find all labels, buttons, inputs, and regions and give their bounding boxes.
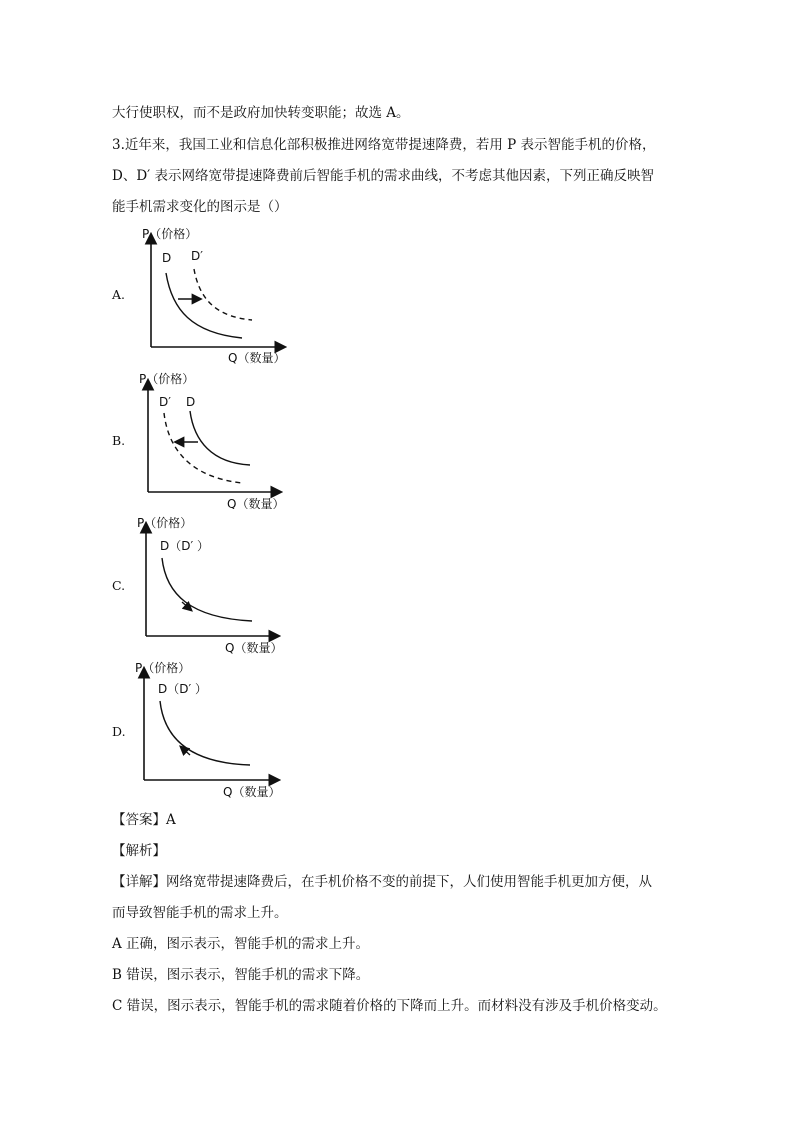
option-b-label: B. (112, 433, 126, 448)
demand-curve-d (166, 273, 242, 338)
y-axis-label: P（价格） (135, 661, 191, 675)
answer-line: 【答案】A (112, 812, 176, 828)
option-a-explanation: A 正确，图示表示，智能手机的需求上升。 (112, 936, 370, 952)
option-c-diagram (130, 514, 310, 654)
question-line-1: 3.近年来，我国工业和信息化部积极推进网络宽带提速降费，若用 P 表示智能手机的价格， (112, 137, 656, 153)
demand-curve-d-prime (164, 413, 242, 483)
option-a-diagram (130, 225, 310, 365)
prev-answer-tail: 大行使职权，而不是政府加快转变职能；故选 A。 (112, 105, 410, 121)
demand-curve-d (160, 701, 250, 765)
detail-line-2: 而导致智能手机的需求上升。 (112, 905, 288, 921)
curve-d-prime-label: D′ (159, 395, 171, 409)
y-axis-label: P（价格） (139, 372, 195, 386)
question-line-2: D、D′ 表示网络宽带提速降费前后智能手机的需求曲线，不考虑其他因素，下列正确反映智 (112, 168, 655, 184)
analysis-heading: 【解析】 (112, 843, 166, 859)
option-b-explanation: B 错误，图示表示，智能手机的需求下降。 (112, 967, 370, 983)
curve-label: D（D′ ） (160, 539, 210, 553)
curve-d-label: D (162, 251, 172, 265)
demand-curve-d (162, 558, 252, 621)
option-d-diagram (130, 659, 310, 799)
option-b-diagram (130, 369, 310, 509)
curve-d-prime-label: D′ (191, 249, 203, 263)
x-axis-label: Q（数量） (228, 351, 286, 365)
x-axis-label: Q（数量） (223, 785, 281, 799)
option-c-label: C. (112, 578, 126, 593)
demand-curve-d-prime (194, 269, 252, 320)
detail-line-1: 【详解】网络宽带提速降费后，在手机价格不变的前提下，人们使用智能手机更加方便，从 (112, 874, 652, 890)
y-axis-label: P（价格） (137, 516, 193, 530)
option-c-explanation: C 错误，图示表示，智能手机的需求随着价格的下降而上升。而材料没有涉及手机价格变动。 (112, 998, 667, 1014)
curve-label: D（D′ ） (158, 682, 208, 696)
demand-curve-d (190, 411, 250, 465)
x-axis-label: Q（数量） (227, 497, 285, 509)
question-line-3: 能手机需求变化的图示是（） (112, 199, 288, 215)
option-a-label: A. (112, 287, 126, 302)
curve-d-label: D (186, 395, 196, 409)
y-axis-label: P（价格） (142, 227, 198, 241)
x-axis-label: Q（数量） (225, 641, 283, 654)
option-d-label: D. (112, 724, 126, 739)
